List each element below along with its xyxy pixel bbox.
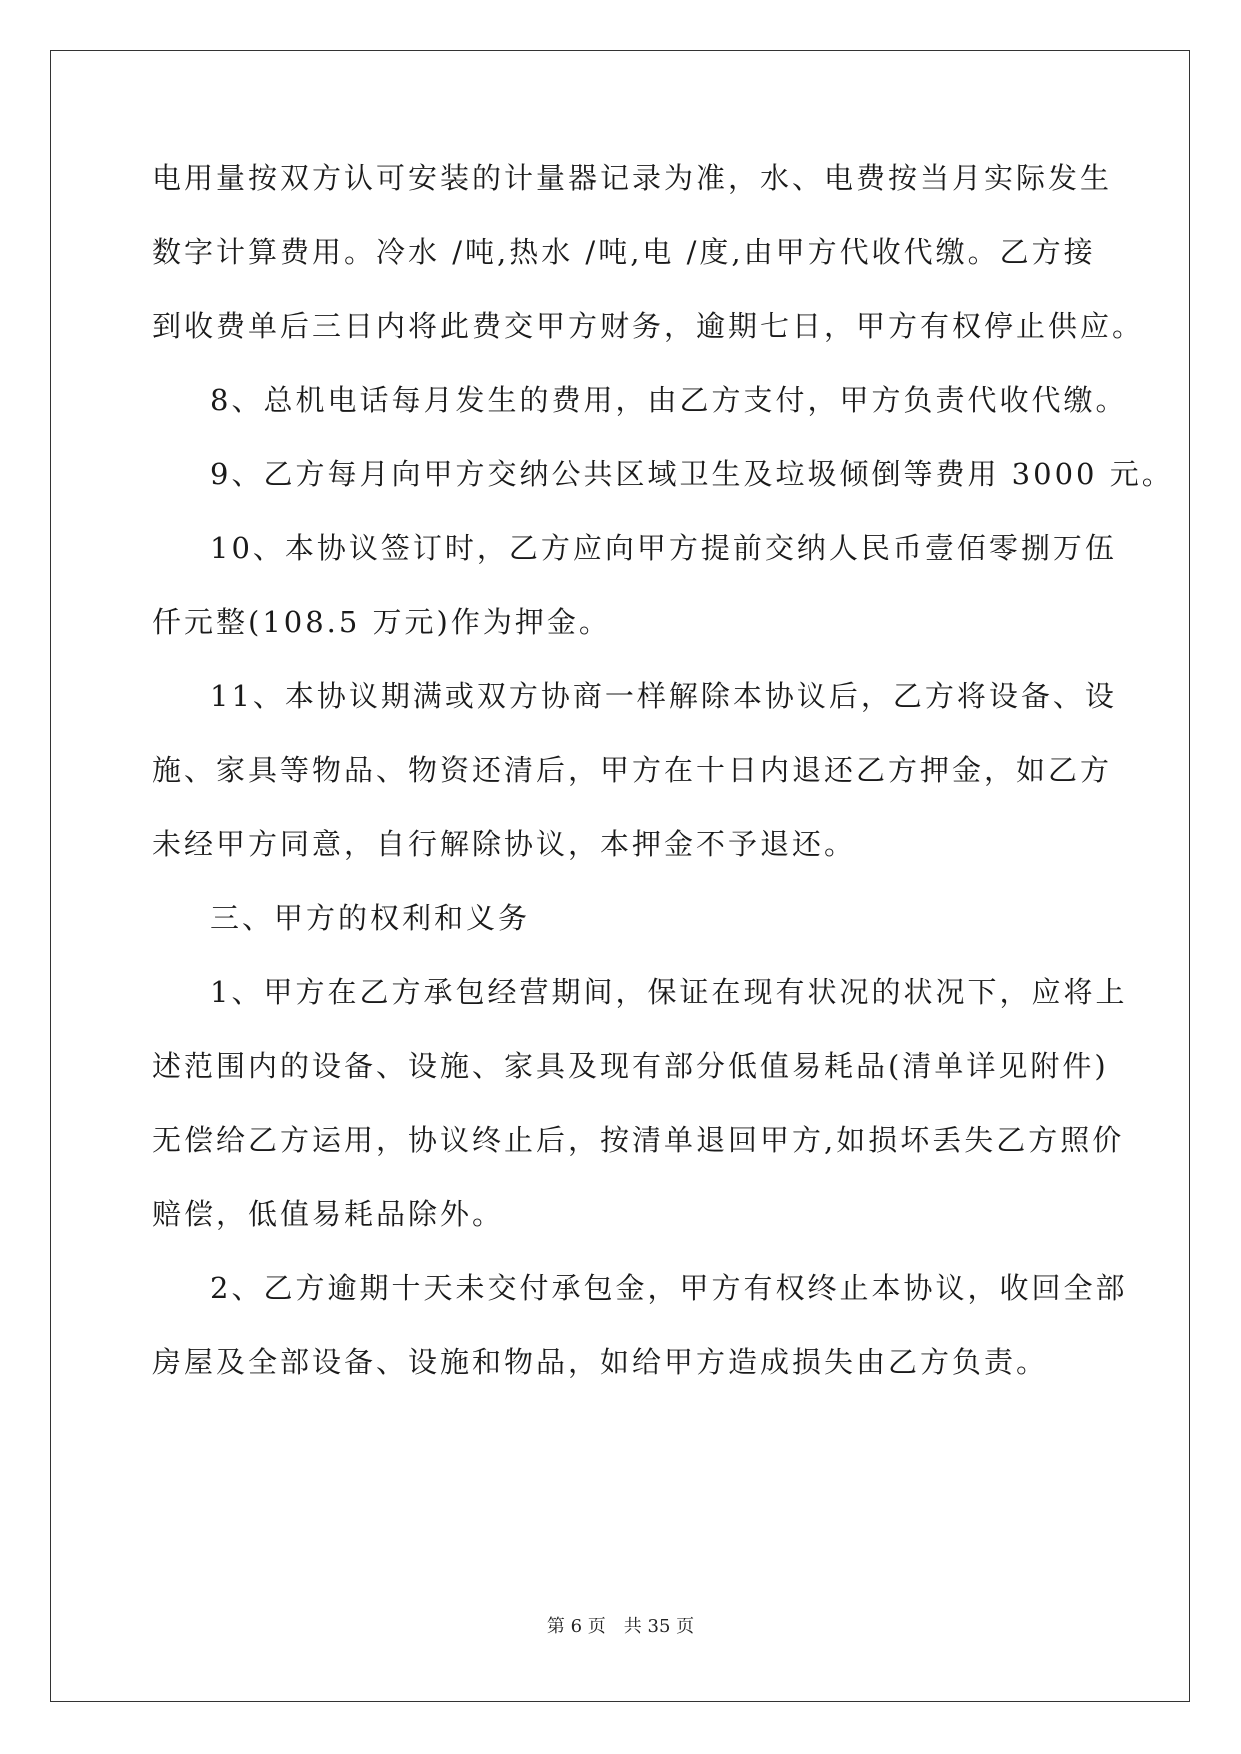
page-number: 第 6 页 共 35 页 — [546, 1616, 695, 1637]
text-line: 未经甲方同意，自行解除协议，本押金不予退还。 — [152, 827, 857, 861]
paragraph-line: 11、本协议期满或双方协商一样解除本协议后，乙方将设备、设 — [210, 679, 1117, 713]
paragraph-line: 1、甲方在乙方承包经营期间，保证在现有状况的状况下，应将上 — [210, 975, 1128, 1009]
text-line: 施、家具等物品、物资还清后，甲方在十日内退还乙方押金，如乙方 — [152, 753, 1113, 787]
text-line: 到收费单后三日内将此费交甲方财务，逾期七日，甲方有权停止供应。 — [152, 309, 1145, 343]
paragraph-line: 9、乙方每月向甲方交纳公共区域卫生及垃圾倾倒等费用 3000 元。 — [210, 457, 1174, 491]
text-line: 房屋及全部设备、设施和物品，如给甲方造成损失由乙方负责。 — [152, 1345, 1049, 1379]
section-heading: 三、甲方的权利和义务 — [210, 901, 531, 935]
paragraph-line: 10、本协议签订时，乙方应向甲方提前交纳人民币壹佰零捌万伍 — [210, 531, 1117, 565]
page-border — [50, 50, 1190, 1702]
text-line: 仟元整(108.5 万元)作为押金。 — [152, 605, 611, 639]
text-line: 赔偿，低值易耗品除外。 — [152, 1197, 505, 1231]
text-line: 数字计算费用。冷水 /吨,热水 /吨,电 /度,由甲方代收代缴。乙方接 — [152, 235, 1096, 269]
text-line: 无偿给乙方运用，协议终止后，按清单退回甲方,如损坏丢失乙方照价 — [152, 1123, 1125, 1157]
paragraph-line: 2、乙方逾期十天未交付承包金，甲方有权终止本协议，收回全部 — [210, 1271, 1128, 1305]
paragraph-line: 8、总机电话每月发生的费用，由乙方支付，甲方负责代收代缴。 — [210, 383, 1128, 417]
text-line: 电用量按双方认可安装的计量器记录为准，水、电费按当月实际发生 — [152, 161, 1113, 195]
text-line: 述范围内的设备、设施、家具及现有部分低值易耗品(清单详见附件) — [152, 1049, 1109, 1083]
